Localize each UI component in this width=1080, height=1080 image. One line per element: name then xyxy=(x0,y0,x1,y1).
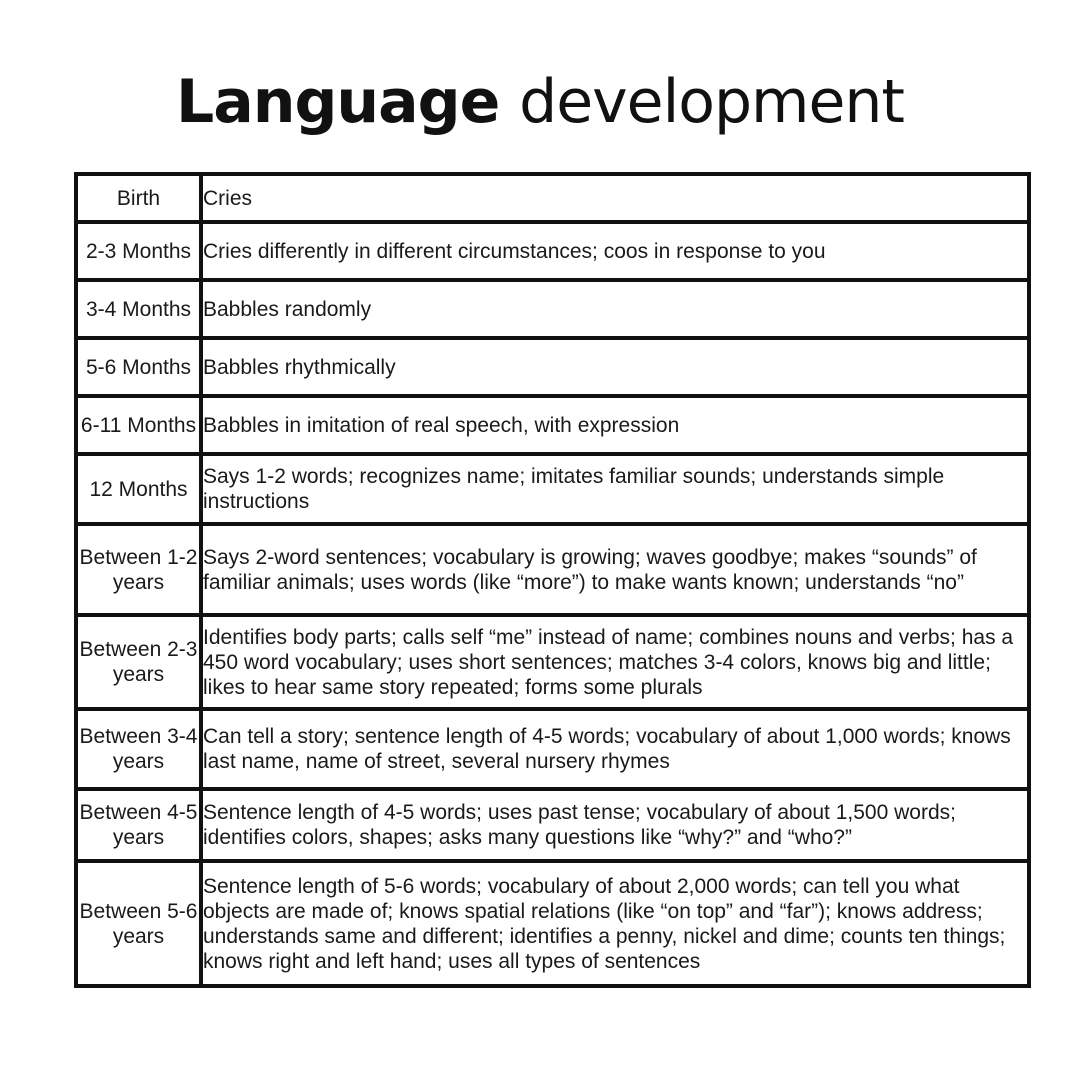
table-row xyxy=(76,615,1029,709)
page-title-bold: Language xyxy=(176,67,500,137)
page-title xyxy=(0,62,1080,142)
description-cell: Babbles randomly xyxy=(201,280,1029,338)
table-row xyxy=(76,454,1029,524)
description-cell: Sentence length of 4-5 words; uses past tense; vocabulary of about 1,500 words; identifies colors, shapes; asks many questions like “why?” and “who?” xyxy=(201,789,1029,861)
description-cell: Cries xyxy=(201,174,1029,222)
table-row xyxy=(76,280,1029,338)
table-row xyxy=(76,174,1029,222)
table-row xyxy=(76,709,1029,789)
age-cell: Between 3-4 years xyxy=(76,709,201,789)
development-table xyxy=(74,172,1031,988)
age-cell: Between 5-6 years xyxy=(76,861,201,986)
page-title-regular: development xyxy=(519,67,904,137)
description-cell: Says 1-2 words; recognizes name; imitates familiar sounds; understands simple instructions xyxy=(201,454,1029,524)
age-cell: 5-6 Months xyxy=(76,338,201,396)
age-cell: 2-3 Months xyxy=(76,222,201,280)
description-cell: Babbles in imitation of real speech, with expression xyxy=(201,396,1029,454)
table-row xyxy=(76,396,1029,454)
age-cell: 6-11 Months xyxy=(76,396,201,454)
description-cell: Sentence length of 5-6 words; vocabulary of about 2,000 words; can tell you what objects are made of; knows spatial relations (like “on top” and “far”); knows address; understands same and different; identifies a penny, nickel and dime; counts ten things; knows right and left hand; uses all types of sentences xyxy=(201,861,1029,986)
table-row xyxy=(76,338,1029,396)
description-cell: Cries differently in different circumstances; coos in response to you xyxy=(201,222,1029,280)
description-cell: Can tell a story; sentence length of 4-5 words; vocabulary of about 1,000 words; knows last name, name of street, several nursery rhymes xyxy=(201,709,1029,789)
description-cell: Babbles rhythmically xyxy=(201,338,1029,396)
age-cell: Birth xyxy=(76,174,201,222)
age-cell: Between 4-5 years xyxy=(76,789,201,861)
table-row xyxy=(76,524,1029,615)
table-row xyxy=(76,789,1029,861)
age-cell: 3-4 Months xyxy=(76,280,201,338)
table-row xyxy=(76,861,1029,986)
description-cell: Says 2-word sentences; vocabulary is growing; waves goodbye; makes “sounds” of familiar animals; uses words (like “more”) to make wants known; understands “no” xyxy=(201,524,1029,615)
table-row xyxy=(76,222,1029,280)
description-cell: Identifies body parts; calls self “me” instead of name; combines nouns and verbs; has a 450 word vocabulary; uses short sentences; matches 3-4 colors, knows big and little; likes to hear same story repeated; forms some plurals xyxy=(201,615,1029,709)
age-cell: Between 2-3 years xyxy=(76,615,201,709)
age-cell: Between 1-2 years xyxy=(76,524,201,615)
age-cell: 12 Months xyxy=(76,454,201,524)
